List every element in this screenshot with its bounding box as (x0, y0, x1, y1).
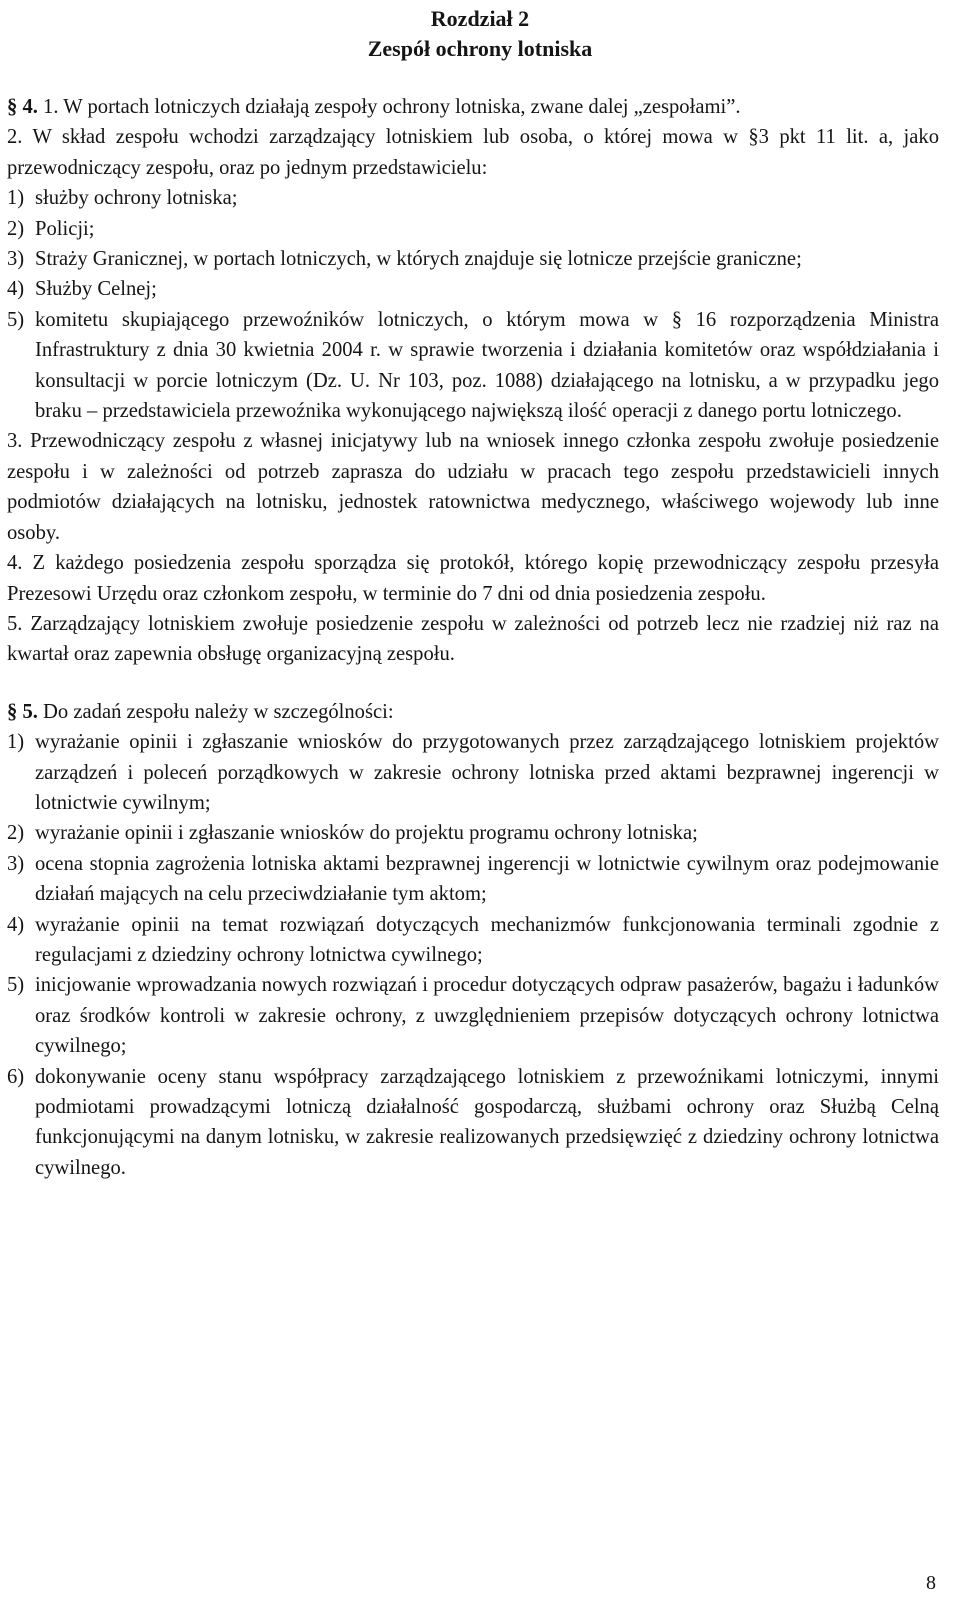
section-4-paragraph-3: 3. Przewodniczący zespołu z własnej inicjatywy lub na wniosek innego członka zespołu zwołuje posiedzenie zespołu i w zależności od potrzeb zaprasza do udziału w pracach tego zespołu przedstawicieli innych podmiotów działających na lotnisku, jednostek ratownictwa medycznego, właściwego wojewody lub inne osoby. (7, 430, 939, 544)
list-item-text: wyrażanie opinii i zgłaszanie wniosków do projektu programu ochrony lotniska; (35, 822, 698, 845)
section-5-intro-text: Do zadań zespołu należy w szczególności: (43, 700, 394, 723)
list-item-number: 2) (7, 217, 25, 240)
list-item-text: wyrażanie opinii i zgłaszanie wniosków do przygotowanych przez zarządzającego lotniskiem projektów zarządzeń i poleceń porządkowych w zakresie ochrony lotniska przed aktami bezprawnej ingerencji w lotnictwie cywilnym; (35, 731, 939, 814)
list-item (7, 305, 939, 427)
list-item-text: Służby Celnej; (35, 278, 157, 301)
list-item-text: ocena stopnia zagrożenia lotniska aktami bezprawnej ingerencji w lotnictwie cywilnym oraz podejmowanie działań mających na celu przeciwdziałanie tym aktom; (35, 852, 939, 906)
list-item (7, 818, 939, 848)
list-item-text: komitetu skupiającego przewoźników lotniczych, o którym mowa w § 16 rozporządzenia Ministra Infrastruktury z dnia 30 kwietnia 2004 r. w sprawie tworzenia i działania komitetów oraz współdziałania i konsultacji w porcie lotniczym (Dz. U. Nr 103, poz. 1088) działającego na lotnisku, a w przypadku jego braku – przedstawiciela przewoźnika wykonującego największą ilość operacji z danego portu lotniczego. (35, 308, 939, 423)
section-4-p1-text: 1. W portach lotniczych działają zespoły ochrony lotniska, zwane dalej „zespołami”. (43, 96, 741, 118)
list-item-number: 4) (7, 913, 25, 936)
list-item-text: Policji; (35, 217, 95, 240)
list-item-number: 2) (7, 822, 25, 845)
section-4-paragraph-2: 2. W skład zespołu wchodzi zarządzający lotniskiem lub osoba, o której mowa w §3 pkt 11 lit. a, jako przewodniczący zespołu, oraz po jednym przedstawicielu: (7, 126, 939, 179)
section-5-intro (7, 697, 939, 727)
section-gap (7, 670, 939, 697)
list-item-text: Straży Granicznej, w portach lotniczych, w których znajduje się lotnicze przejście graniczne; (35, 248, 802, 271)
page-number: 8 (926, 1572, 936, 1594)
list-item (7, 727, 939, 818)
list-item (7, 910, 939, 971)
list-item (7, 244, 939, 274)
list-item-number: 1) (7, 731, 25, 754)
chapter-title: Zespół ochrony lotniska (367, 36, 593, 61)
section-4-paragraph-4: 4. Z każdego posiedzenia zespołu sporządza się protokół, którego kopię przewodniczący zespołu przesyła Prezesowi Urzędu oraz członkom zespołu, w terminie do 7 dni od dnia posiedzenia zespołu. (7, 552, 939, 605)
list-item-number: 3) (7, 852, 25, 875)
list-item-text: inicjowanie wprowadzania nowych rozwiązań i procedur dotyczących odpraw pasażerów, bagażu i ładunków oraz środków kontroli w zakresie ochrony, z uwzględnieniem przepisów dotyczących ochrony lotnictwa cywilnego; (35, 974, 939, 1058)
list-item (7, 1062, 939, 1184)
list-item (7, 274, 939, 304)
list-item-number: 5) (7, 974, 25, 997)
list-item-number: 1) (7, 187, 25, 210)
section-4-mark: § 4. (7, 96, 38, 118)
chapter-heading: Rozdział 2 (430, 6, 530, 31)
list-item-text: dokonywanie oceny stanu współpracy zarządzającego lotniskiem z przewoźnikami lotniczymi, innymi podmiotami prowadzącymi lotniczą działalność gospodarczą, służbami ochrony oraz Służbą Celną funkcjonującymi na danym lotnisku, w zakresie realizowanych przedsięwzięć z dziedziny ochrony lotnictwa cywilnego. (35, 1065, 939, 1179)
section-5-mark: § 5. (7, 700, 38, 723)
list-item-number: 6) (7, 1065, 25, 1088)
list-item-number: 3) (7, 248, 25, 271)
list-item (7, 183, 939, 213)
list-item (7, 214, 939, 244)
list-item-number: 5) (7, 308, 25, 331)
list-item-text: służby ochrony lotniska; (35, 187, 238, 210)
list-item (7, 970, 939, 1061)
section-4-paragraph-1 (7, 92, 939, 122)
document-body (7, 92, 939, 1183)
list-item (7, 849, 939, 910)
section-4-paragraph-5: 5. Zarządzający lotniskiem zwołuje posiedzenie zespołu w zależności od potrzeb lecz nie rzadziej niż raz na kwartał oraz zapewnia obsługę organizacyjną zespołu. (7, 612, 939, 666)
list-item-number: 4) (7, 278, 25, 301)
list-item-text: wyrażanie opinii na temat rozwiązań dotyczących mechanizmów funkcjonowania terminali zgodnie z regulacjami z dziedziny ochrony lotnictwa cywilnego; (35, 913, 939, 966)
